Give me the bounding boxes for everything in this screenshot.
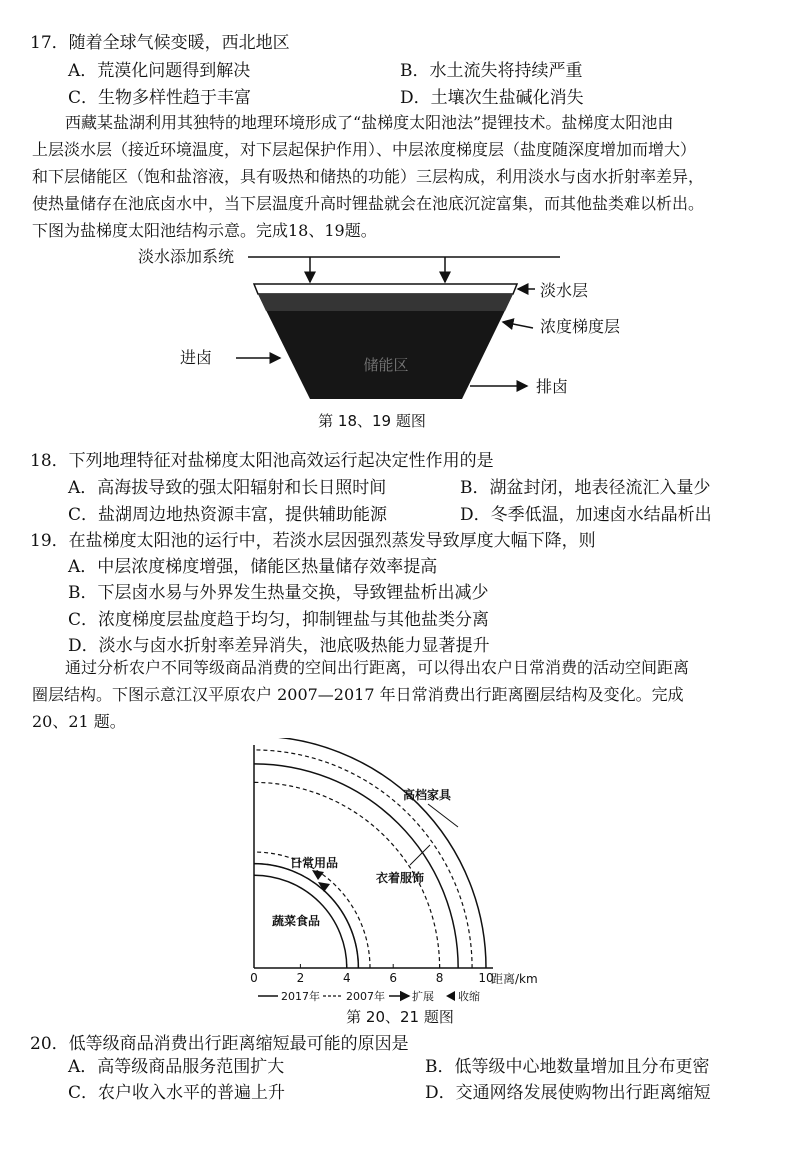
- q18-option-a: A．高海拔导致的强太阳辐射和长日照时间: [68, 478, 387, 498]
- q20-option-b: B．低等级中心地数量增加且分布更密: [425, 1057, 710, 1077]
- q18-option-d: D．冬季低温，加速卤水结晶析出: [460, 505, 712, 525]
- inlet-label: 进卤: [180, 348, 213, 367]
- ring-2017-luxury-furniture: [254, 738, 486, 968]
- passage-shopping-distance: [32, 654, 772, 735]
- figure1-caption: 第 18、19 题图: [318, 412, 426, 430]
- passage1-line: 使热量储存在池底卤水中，当下层温度升高时锂盐就会在池底沉淀富集，而其他盐类难以析出。: [32, 194, 705, 213]
- series-label-vegetable-food: 蔬菜食品: [272, 914, 321, 928]
- x-tick-label: 8: [435, 971, 444, 985]
- legend-shrink-label: 收缩: [458, 990, 480, 1003]
- passage1-line: 和下层储能区（饱和盐溶液，具有吸热和储热的功能）三层构成，利用淡水与卤水折射率差异，: [32, 167, 705, 186]
- storage-zone-label: 储能区: [363, 356, 409, 374]
- passage2-line: 通过分析农户不同等级商品消费的空间出行距离，可以得出农户日常消费的活动空间距离: [65, 658, 690, 677]
- passage1-line: 上层淡水层（接近环境温度，对下层起保护作用）、中层浓度梯度层（盐度随深度增加而增大）: [32, 140, 697, 159]
- fresh-layer-label: 淡水层: [540, 281, 589, 300]
- q17-option-a: A．荒漠化问题得到解决: [68, 61, 251, 81]
- x-axis-label: 距离/km: [491, 972, 538, 986]
- q19-option-b: B．下层卤水易与外界发生热量交换，导致锂盐析出减少: [68, 583, 489, 603]
- series-label-daily-goods: 日常用品: [290, 856, 339, 870]
- passage-salt-gradient-pond: [32, 109, 772, 244]
- gradient-layer-label: 浓度梯度层: [540, 317, 621, 336]
- q17-option-b: B．水土流失将持续严重: [400, 61, 583, 81]
- q20-option-a: A．高等级商品服务范围扩大: [68, 1057, 285, 1077]
- solar-pond-diagram: [0, 242, 800, 432]
- series-label-luxury-furniture: 高档家具: [403, 788, 452, 802]
- legend-shrink-icon: [446, 991, 455, 1001]
- passage1-line: 西藏某盐湖利用其独特的地理环境形成了“盐梯度太阳池法”提锂技术。盐梯度太阳池由: [65, 113, 674, 132]
- x-tick-label: 6: [389, 971, 398, 985]
- series-label-clothing: 衣着服饰: [376, 871, 425, 885]
- passage2-line: 20、21 题。: [32, 712, 126, 731]
- passage2-line: 圈层结构。下图示意江汉平原农户 2007—2017 年日常消费出行距离圈层结构及变化。完成: [32, 685, 684, 704]
- legend-expand-label: 扩展: [412, 990, 434, 1003]
- chart-legend: [258, 989, 480, 1003]
- q17-stem: 17．随着全球气候变暖，西北地区: [30, 33, 290, 53]
- gradient-layer-band: [258, 294, 513, 311]
- q18-option-b: B．湖盆封闭，地表径流汇入量少: [460, 478, 711, 498]
- q19-option-a: A．中层浓度梯度增强，储能区热量储存效率提高: [68, 557, 438, 577]
- outlet-label: 排卤: [536, 377, 569, 396]
- x-tick-label: 4: [342, 971, 351, 985]
- distance-ring-chart: [0, 738, 800, 1040]
- q19-option-d: D．淡水与卤水折射率差异消失，池底吸热能力显著提升: [68, 636, 490, 656]
- fresh-system-label: 淡水添加系统: [138, 247, 235, 266]
- x-tick-label: 0: [250, 971, 258, 985]
- leader-luxury-furniture: [428, 804, 458, 827]
- passage1-line: 下图为盐梯度太阳池结构示意。完成18、19题。: [32, 221, 377, 240]
- x-tick-label: 10: [478, 971, 494, 985]
- q19-stem: 19．在盐梯度太阳池的运行中，若淡水层因强烈蒸发导致厚度大幅下降，则: [30, 531, 596, 551]
- fresh-layer-band: [254, 284, 517, 294]
- q18-stem: 18．下列地理特征对盐梯度太阳池高效运行起决定性作用的是: [30, 451, 494, 471]
- x-tick-label: 2: [296, 971, 305, 985]
- q18-option-c: C．盐湖周边地热资源丰富，提供辅助能源: [68, 505, 388, 525]
- legend-2017-label: 2017年: [281, 990, 320, 1003]
- ring-2007-luxury-furniture: [254, 750, 472, 968]
- q19-option-c: C．浓度梯度层盐度趋于均匀，抑制锂盐与其他盐类分离: [68, 610, 490, 630]
- q17-option-c: C．生物多样性趋于丰富: [68, 88, 252, 108]
- gradient-layer-pointer: [503, 322, 533, 328]
- legend-2007-label: 2007年: [346, 990, 385, 1003]
- q20-option-c: C．农户收入水平的普遍上升: [68, 1083, 286, 1103]
- q20-stem: 20．低等级商品消费出行距离缩短最可能的原因是: [30, 1034, 409, 1054]
- shrink-marker-daily-goods: [312, 870, 324, 880]
- q20-option-d: D．交通网络发展使购物出行距离缩短: [425, 1083, 711, 1103]
- figure2-caption: 第 20、21 题图: [346, 1008, 454, 1026]
- q17-option-d: D．土壤次生盐碱化消失: [400, 88, 584, 108]
